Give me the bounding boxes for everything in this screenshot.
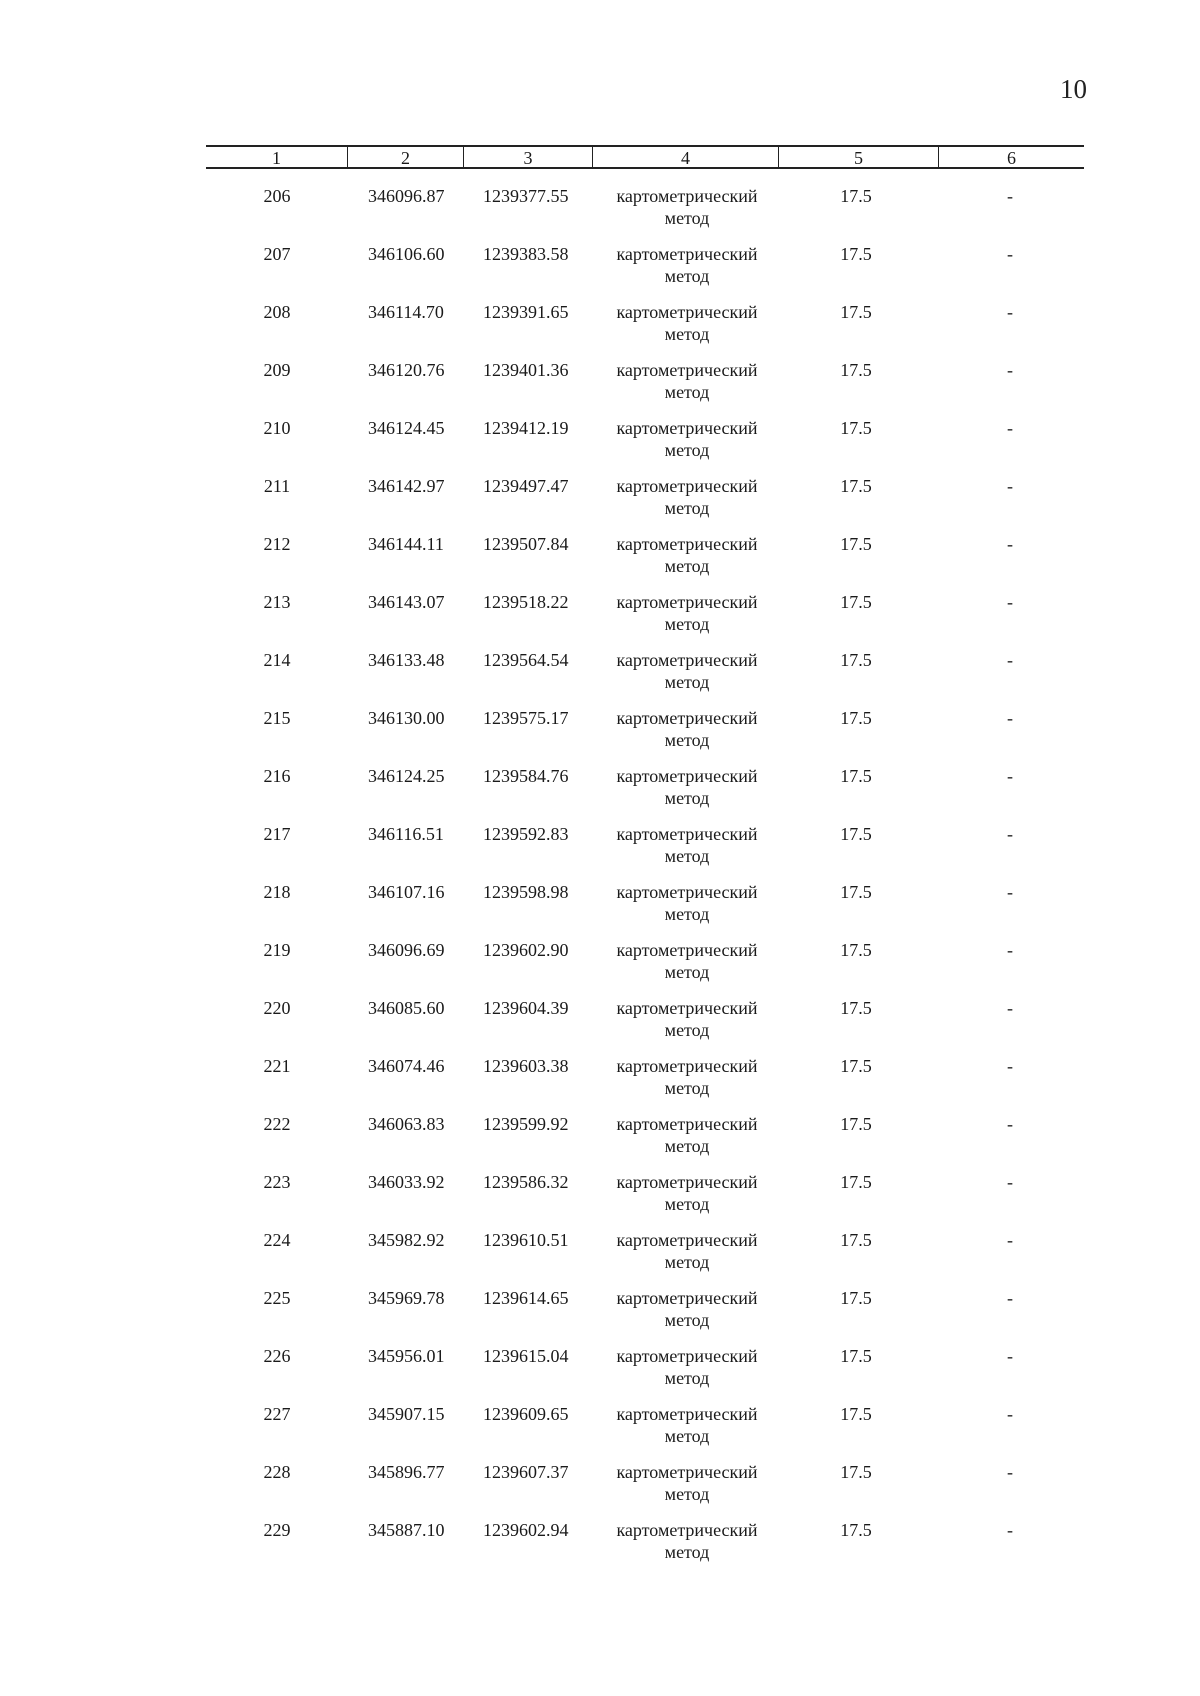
coordinate-y: 1239614.65 [483, 1288, 569, 1308]
note-value: - [1007, 1346, 1013, 1366]
note-value: - [1007, 1172, 1013, 1192]
coordinate-y: 1239518.22 [483, 592, 569, 612]
table-row [206, 591, 1084, 649]
coordinate-y: 1239598.98 [483, 882, 569, 902]
table-row [206, 1055, 1084, 1113]
coordinate-x: 346096.87 [368, 186, 445, 206]
method-line-2: метод [664, 208, 710, 228]
method-line-1: картометрический [616, 1114, 758, 1134]
method-line-1: картометрический [616, 882, 758, 902]
point-number: 224 [263, 1230, 291, 1250]
note-value: - [1007, 998, 1013, 1018]
method-line-2: метод [664, 788, 710, 808]
table-row [206, 823, 1084, 881]
note-value: - [1007, 534, 1013, 554]
determination-method [598, 649, 776, 707]
determination-method [598, 939, 776, 997]
determination-method [598, 765, 776, 823]
method-line-2: метод [664, 1542, 710, 1562]
point-number: 228 [263, 1462, 291, 1482]
precision-value: 17.5 [840, 998, 872, 1018]
point-number: 212 [263, 534, 291, 554]
determination-method [598, 823, 776, 881]
method-line-1: картометрический [616, 592, 758, 612]
header-col-3: 3 [464, 147, 593, 167]
method-line-1: картометрический [616, 1346, 758, 1366]
point-number: 226 [263, 1346, 291, 1366]
point-number: 222 [263, 1114, 291, 1134]
precision-value: 17.5 [840, 1404, 872, 1424]
method-line-2: метод [664, 324, 710, 344]
determination-method [598, 1113, 776, 1171]
table-row [206, 185, 1084, 243]
method-line-2: метод [664, 1484, 710, 1504]
determination-method [598, 591, 776, 649]
coordinate-x: 346124.45 [368, 418, 445, 438]
method-line-1: картометрический [616, 998, 758, 1018]
table-row [206, 939, 1084, 997]
coordinate-y: 1239401.36 [483, 360, 569, 380]
coordinates-table [206, 145, 1084, 1577]
method-line-1: картометрический [616, 302, 758, 322]
table-row [206, 1403, 1084, 1461]
coordinate-x: 346116.51 [368, 824, 444, 844]
method-line-2: метод [664, 672, 710, 692]
point-number: 223 [263, 1172, 291, 1192]
table-row [206, 1287, 1084, 1345]
point-number: 216 [263, 766, 291, 786]
coordinate-x: 346124.25 [368, 766, 445, 786]
precision-value: 17.5 [840, 1230, 872, 1250]
precision-value: 17.5 [840, 418, 872, 438]
method-line-2: метод [664, 1136, 710, 1156]
point-number: 213 [263, 592, 291, 612]
note-value: - [1007, 650, 1013, 670]
method-line-1: картометрический [616, 940, 758, 960]
method-line-2: метод [664, 440, 710, 460]
determination-method [598, 185, 776, 243]
coordinate-x: 346106.60 [368, 244, 445, 264]
method-line-1: картометрический [616, 824, 758, 844]
coordinate-y: 1239586.32 [483, 1172, 569, 1192]
coordinate-x: 346063.83 [368, 1114, 445, 1134]
table-row [206, 475, 1084, 533]
precision-value: 17.5 [840, 244, 872, 264]
note-value: - [1007, 940, 1013, 960]
precision-value: 17.5 [840, 1288, 872, 1308]
determination-method [598, 1055, 776, 1113]
precision-value: 17.5 [840, 650, 872, 670]
note-value: - [1007, 186, 1013, 206]
determination-method [598, 1287, 776, 1345]
point-number: 227 [263, 1404, 291, 1424]
method-line-2: метод [664, 904, 710, 924]
coordinate-x: 345896.77 [368, 1462, 445, 1482]
precision-value: 17.5 [840, 1056, 872, 1076]
point-number: 220 [263, 998, 291, 1018]
table-row [206, 1345, 1084, 1403]
coordinate-y: 1239609.65 [483, 1404, 569, 1424]
precision-value: 17.5 [840, 302, 872, 322]
point-number: 206 [263, 186, 291, 206]
table-row [206, 417, 1084, 475]
coordinate-x: 345907.15 [368, 1404, 445, 1424]
coordinate-x: 346085.60 [368, 998, 445, 1018]
point-number: 208 [263, 302, 291, 322]
note-value: - [1007, 766, 1013, 786]
table-body [206, 185, 1084, 1577]
point-number: 215 [263, 708, 291, 728]
coordinate-y: 1239602.94 [483, 1520, 569, 1540]
coordinate-y: 1239604.39 [483, 998, 569, 1018]
page-number: 10 [1060, 74, 1087, 104]
note-value: - [1007, 1288, 1013, 1308]
header-col-1: 1 [206, 147, 348, 167]
coordinate-x: 345982.92 [368, 1230, 445, 1250]
method-line-1: картометрический [616, 1404, 758, 1424]
note-value: - [1007, 302, 1013, 322]
method-line-2: метод [664, 498, 710, 518]
coordinate-x: 346033.92 [368, 1172, 445, 1192]
header-col-6: 6 [1007, 148, 1016, 168]
point-number: 219 [263, 940, 291, 960]
determination-method [598, 475, 776, 533]
note-value: - [1007, 708, 1013, 728]
table-row [206, 881, 1084, 939]
table-row [206, 649, 1084, 707]
header-col-4: 4 [593, 147, 779, 167]
coordinate-x: 346096.69 [368, 940, 445, 960]
note-value: - [1007, 244, 1013, 264]
note-value: - [1007, 1404, 1013, 1424]
method-line-1: картометрический [616, 1172, 758, 1192]
coordinate-y: 1239610.51 [483, 1230, 569, 1250]
precision-value: 17.5 [840, 1520, 872, 1540]
method-line-2: метод [664, 1194, 710, 1214]
coordinate-y: 1239507.84 [483, 534, 569, 554]
note-value: - [1007, 882, 1013, 902]
precision-value: 17.5 [840, 940, 872, 960]
note-value: - [1007, 1114, 1013, 1134]
method-line-1: картометрический [616, 1520, 758, 1540]
determination-method [598, 1519, 776, 1577]
table-row [206, 1113, 1084, 1171]
table-row [206, 1229, 1084, 1287]
coordinate-x: 346144.11 [368, 534, 444, 554]
coordinate-y: 1239377.55 [483, 186, 569, 206]
precision-value: 17.5 [840, 592, 872, 612]
table-row [206, 1519, 1084, 1577]
note-value: - [1007, 1056, 1013, 1076]
coordinate-y: 1239599.92 [483, 1114, 569, 1134]
coordinate-y: 1239575.17 [483, 708, 569, 728]
method-line-1: картометрический [616, 476, 758, 496]
point-number: 221 [263, 1056, 291, 1076]
determination-method [598, 533, 776, 591]
coordinate-x: 345969.78 [368, 1288, 445, 1308]
determination-method [598, 243, 776, 301]
method-line-2: метод [664, 382, 710, 402]
precision-value: 17.5 [840, 534, 872, 554]
precision-value: 17.5 [840, 1114, 872, 1134]
coordinate-x: 346107.16 [368, 882, 445, 902]
determination-method [598, 359, 776, 417]
table-row [206, 359, 1084, 417]
coordinate-x: 346120.76 [368, 360, 445, 380]
precision-value: 17.5 [840, 824, 872, 844]
determination-method [598, 1345, 776, 1403]
method-line-1: картометрический [616, 708, 758, 728]
method-line-2: метод [664, 846, 710, 866]
precision-value: 17.5 [840, 708, 872, 728]
note-value: - [1007, 592, 1013, 612]
coordinate-y: 1239615.04 [483, 1346, 569, 1366]
table-row [206, 301, 1084, 359]
method-line-2: метод [664, 614, 710, 634]
table-row [206, 1171, 1084, 1229]
method-line-2: метод [664, 730, 710, 750]
determination-method [598, 881, 776, 939]
method-line-1: картометрический [616, 534, 758, 554]
table-row [206, 765, 1084, 823]
coordinate-x: 345956.01 [368, 1346, 445, 1366]
note-value: - [1007, 1520, 1013, 1540]
determination-method [598, 1461, 776, 1519]
point-number: 218 [263, 882, 291, 902]
point-number: 225 [263, 1288, 291, 1308]
method-line-1: картометрический [616, 418, 758, 438]
determination-method [598, 301, 776, 359]
method-line-2: метод [664, 1252, 710, 1272]
method-line-2: метод [664, 1020, 710, 1040]
table-row [206, 243, 1084, 301]
method-line-1: картометрический [616, 1056, 758, 1076]
header-col-2: 2 [348, 147, 464, 167]
point-number: 229 [263, 1520, 291, 1540]
coordinate-y: 1239584.76 [483, 766, 569, 786]
determination-method [598, 417, 776, 475]
method-line-1: картометрический [616, 186, 758, 206]
precision-value: 17.5 [840, 766, 872, 786]
note-value: - [1007, 418, 1013, 438]
method-line-1: картометрический [616, 244, 758, 264]
table-header [206, 145, 1084, 169]
precision-value: 17.5 [840, 360, 872, 380]
determination-method [598, 1171, 776, 1229]
coordinate-y: 1239564.54 [483, 650, 569, 670]
table-row [206, 707, 1084, 765]
precision-value: 17.5 [840, 1346, 872, 1366]
method-line-2: метод [664, 1368, 710, 1388]
precision-value: 17.5 [840, 882, 872, 902]
method-line-1: картометрический [616, 1288, 758, 1308]
coordinate-x: 346130.00 [368, 708, 445, 728]
method-line-2: метод [664, 1426, 710, 1446]
coordinate-y: 1239497.47 [483, 476, 569, 496]
coordinate-x: 346143.07 [368, 592, 445, 612]
precision-value: 17.5 [840, 1462, 872, 1482]
determination-method [598, 707, 776, 765]
coordinate-y: 1239603.38 [483, 1056, 569, 1076]
note-value: - [1007, 824, 1013, 844]
note-value: - [1007, 360, 1013, 380]
header-col-5: 5 [779, 147, 939, 167]
method-line-2: метод [664, 556, 710, 576]
coordinate-x: 346133.48 [368, 650, 445, 670]
precision-value: 17.5 [840, 476, 872, 496]
method-line-1: картометрический [616, 1230, 758, 1250]
coordinate-x: 346114.70 [368, 302, 444, 322]
method-line-2: метод [664, 266, 710, 286]
method-line-2: метод [664, 1078, 710, 1098]
method-line-1: картометрический [616, 1462, 758, 1482]
point-number: 207 [263, 244, 291, 264]
table-row [206, 997, 1084, 1055]
method-line-2: метод [664, 1310, 710, 1330]
coordinate-y: 1239391.65 [483, 302, 569, 322]
determination-method [598, 997, 776, 1055]
table-row [206, 533, 1084, 591]
method-line-1: картометрический [616, 766, 758, 786]
point-number: 217 [263, 824, 291, 844]
method-line-1: картометрический [616, 650, 758, 670]
point-number: 211 [263, 476, 291, 496]
coordinate-x: 346074.46 [368, 1056, 445, 1076]
precision-value: 17.5 [840, 1172, 872, 1192]
note-value: - [1007, 476, 1013, 496]
coordinate-x: 345887.10 [368, 1520, 445, 1540]
determination-method [598, 1403, 776, 1461]
coordinate-y: 1239607.37 [483, 1462, 569, 1482]
method-line-2: метод [664, 962, 710, 982]
coordinate-x: 346142.97 [368, 476, 445, 496]
coordinate-y: 1239602.90 [483, 940, 569, 960]
point-number: 214 [263, 650, 291, 670]
point-number: 209 [263, 360, 291, 380]
table-row [206, 1461, 1084, 1519]
point-number: 210 [263, 418, 291, 438]
note-value: - [1007, 1230, 1013, 1250]
coordinate-y: 1239412.19 [483, 418, 569, 438]
determination-method [598, 1229, 776, 1287]
coordinate-y: 1239592.83 [483, 824, 569, 844]
note-value: - [1007, 1462, 1013, 1482]
method-line-1: картометрический [616, 360, 758, 380]
coordinate-y: 1239383.58 [483, 244, 569, 264]
precision-value: 17.5 [840, 186, 872, 206]
